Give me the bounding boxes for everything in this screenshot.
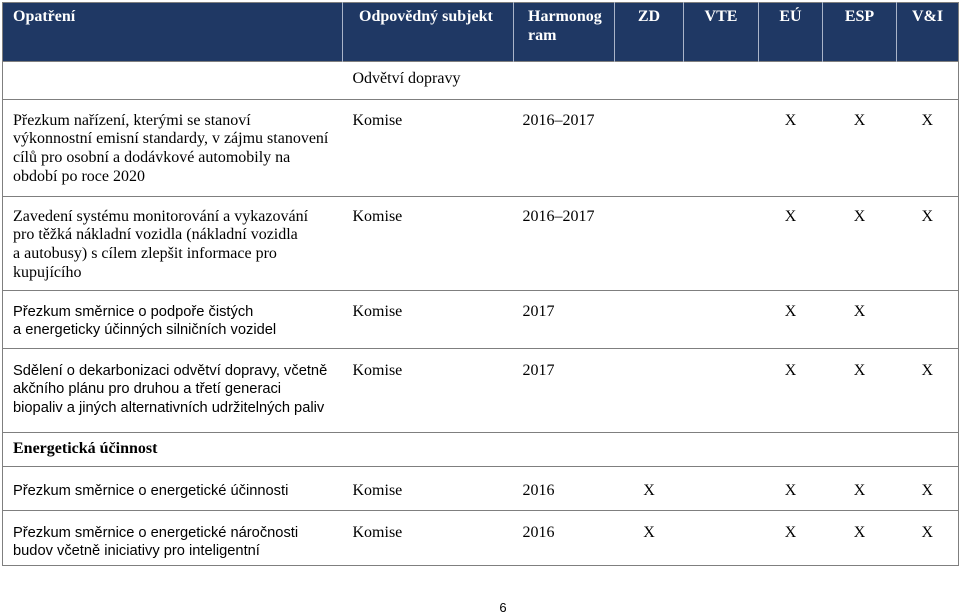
vai-cell: X (921, 207, 934, 225)
measure-cell (3, 291, 343, 349)
header-eu: EÚ (759, 3, 823, 62)
vai-cell: X (921, 361, 934, 379)
measure-line: budov včetně iniciativy pro inteligentní (13, 543, 260, 559)
schedule-cell: 2016 (522, 481, 555, 499)
schedule-cell: 2016–2017 (522, 111, 595, 129)
vte-cell (684, 100, 759, 197)
measure-cell (3, 467, 343, 511)
table-row (3, 349, 959, 433)
vte-cell (684, 291, 759, 349)
schedule-cell: 2017 (522, 302, 555, 320)
measure-line: akčního plánu pro druhou a třetí generaci (13, 381, 282, 397)
section-row (3, 62, 959, 100)
responsible-cell: Komise (352, 523, 403, 541)
page-number: 6 (499, 600, 507, 615)
measure-cell (3, 511, 343, 566)
table-row (3, 467, 959, 511)
measure-line: Přezkum směrnice o energetické účinnosti (13, 482, 289, 499)
measure-line: a autobusy) s cílem zlepšit informace pro (13, 244, 277, 262)
measure-cell (3, 100, 343, 197)
responsible-cell: Komise (352, 111, 403, 129)
measure-line: Zavedení systému monitorování a vykazování (13, 207, 309, 225)
section-spacer-cell (3, 62, 343, 100)
header-zd: ZD (615, 3, 684, 62)
esp-cell: X (853, 523, 866, 541)
eu-cell: X (784, 302, 797, 320)
header-schedule-line: Harmonog (528, 8, 602, 25)
measure-line: pro těžká nákladní vozidla (nákladní vozidla (13, 226, 298, 244)
esp-cell: X (853, 111, 866, 129)
zd-cell (615, 291, 684, 349)
measure-line: Přezkum směrnice o energetické náročnosti (13, 524, 299, 541)
responsible-cell: Komise (352, 302, 403, 320)
vte-cell (684, 349, 759, 433)
eu-cell: X (784, 523, 797, 541)
zd-cell: X (643, 523, 655, 541)
table-row (3, 100, 959, 197)
zd-cell (615, 197, 684, 291)
vai-cell: X (921, 111, 934, 129)
measure-line: výkonnostní emisní standardy, v zájmu stanovení (13, 130, 329, 148)
eu-cell: X (784, 481, 797, 499)
eu-cell: X (784, 207, 797, 225)
responsible-cell: Komise (352, 361, 403, 379)
header-row (3, 3, 959, 62)
measure-line: a energeticky účinných silničních vozidel (13, 322, 277, 338)
zd-cell: X (643, 481, 655, 499)
measures-table (2, 2, 959, 566)
vai-cell: X (921, 523, 934, 541)
vai-cell (897, 291, 959, 349)
header-vte: VTE (684, 3, 759, 62)
esp-cell: X (853, 481, 866, 499)
responsible-cell: Komise (352, 481, 403, 499)
measure-line: Přezkum směrnice o podpoře čistých (13, 303, 254, 320)
header-schedule-line: ram (528, 26, 557, 44)
measure-line: Přezkum nařízení, kterými se stanoví (13, 111, 251, 129)
header-esp: ESP (823, 3, 897, 62)
vte-cell (684, 467, 759, 511)
measure-line: cílů pro osobní a dodávkové automobily na (13, 148, 291, 166)
header-measure: Opatření (3, 3, 343, 62)
vai-cell: X (921, 481, 934, 499)
measure-line: období po roce 2020 (13, 167, 145, 185)
table-row (3, 511, 959, 566)
esp-cell: X (853, 361, 866, 379)
eu-cell: X (784, 111, 797, 129)
measure-cell (3, 197, 343, 291)
responsible-cell: Komise (352, 207, 403, 225)
section-title: Energetická účinnost (13, 439, 158, 457)
measure-cell (3, 349, 343, 433)
vte-cell (684, 511, 759, 566)
esp-cell: X (853, 302, 866, 320)
vte-cell (684, 197, 759, 291)
table-row (3, 197, 959, 291)
section-title: Odvětví dopravy (352, 69, 461, 87)
header-vai: V&I (897, 3, 959, 62)
measure-line: kupujícího (13, 263, 82, 281)
schedule-cell: 2017 (522, 361, 555, 379)
esp-cell: X (853, 207, 866, 225)
eu-cell: X (784, 361, 797, 379)
measure-line: Sdělení o dekarbonizaci odvětví dopravy, včetně (13, 362, 328, 379)
zd-cell (615, 349, 684, 433)
schedule-cell: 2016–2017 (522, 207, 595, 225)
schedule-cell: 2016 (522, 523, 555, 541)
zd-cell (615, 100, 684, 197)
header-responsible: Odpovědný subjekt (343, 3, 514, 62)
table-row (3, 291, 959, 349)
header-schedule (514, 3, 615, 62)
section-row (3, 433, 959, 467)
measure-line: biopaliv a jiných alternativních udržitelných paliv (13, 399, 325, 416)
